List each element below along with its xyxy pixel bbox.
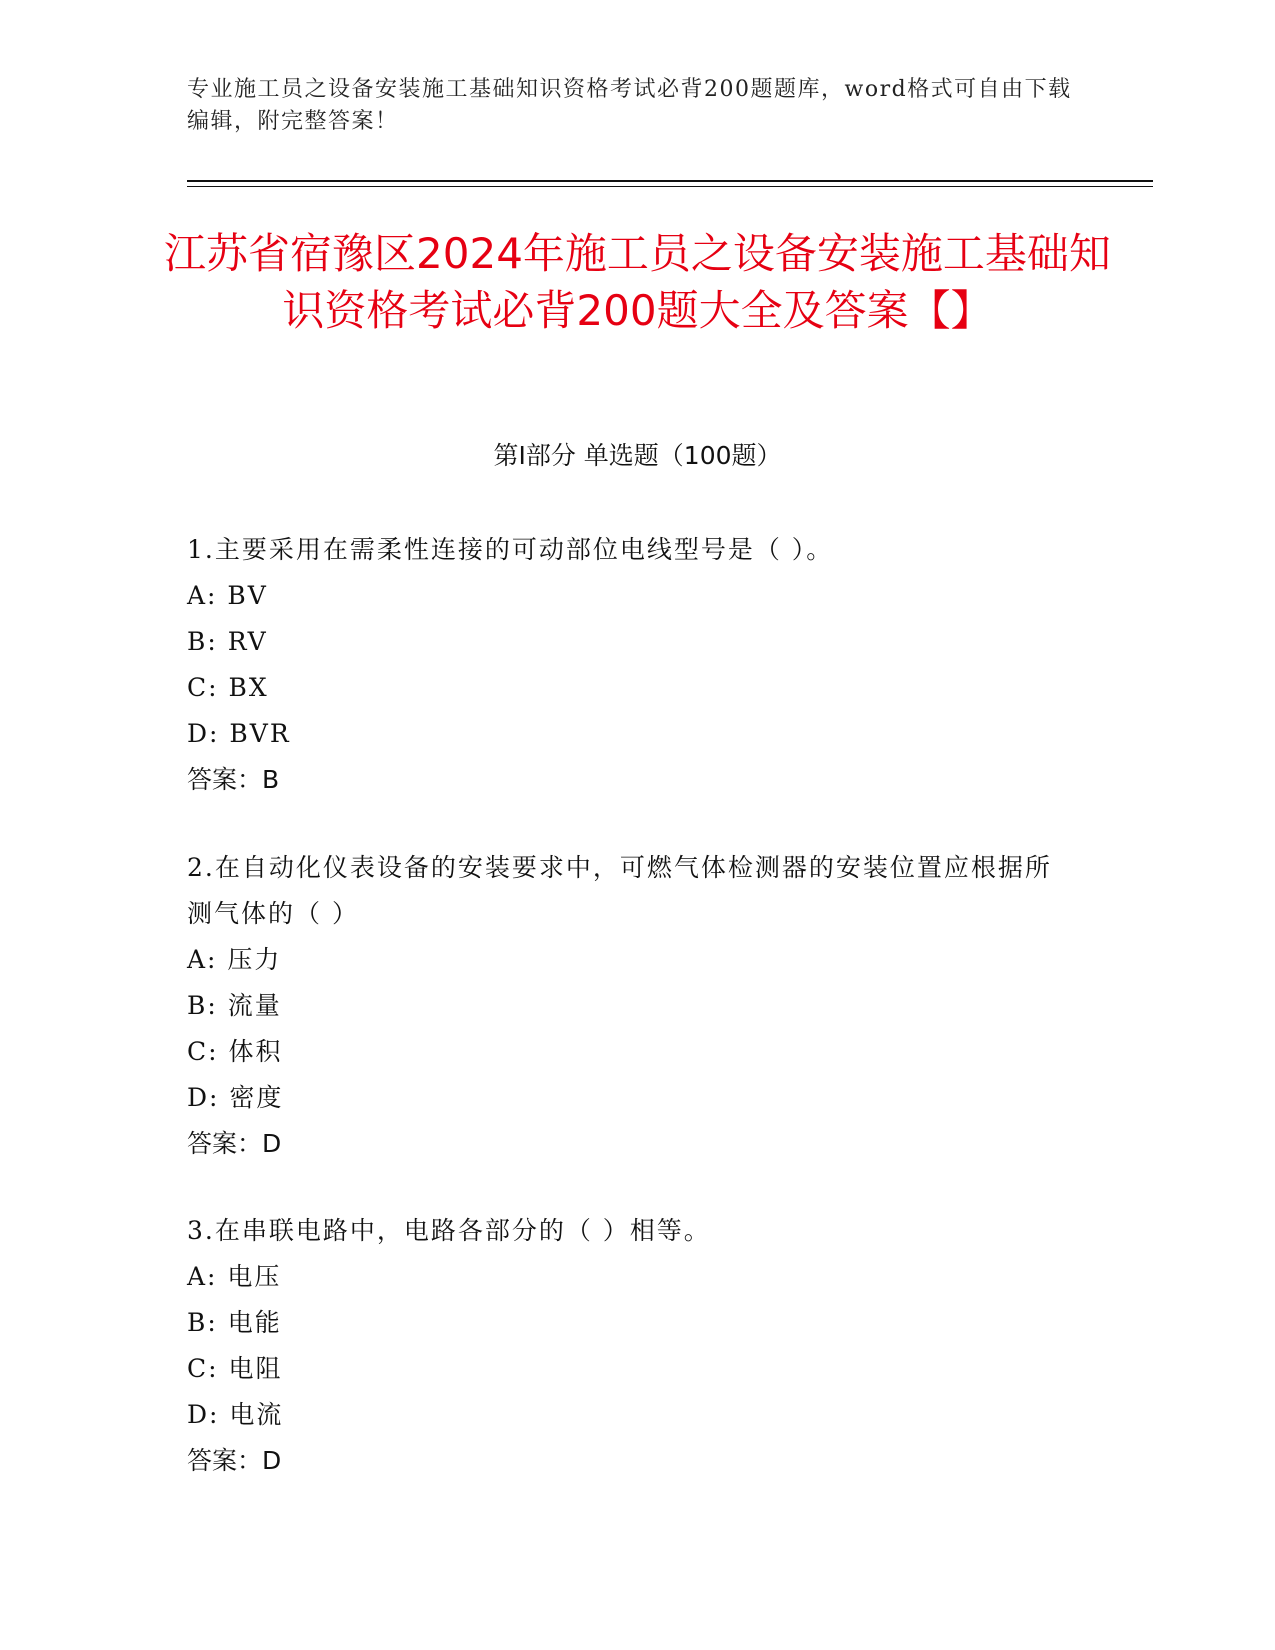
header-divider-thick <box>187 180 1153 182</box>
option-b: B: 电能 <box>187 1308 282 1337</box>
option-a: A: 电压 <box>187 1262 282 1291</box>
question-1 <box>187 527 1067 803</box>
header-divider-thin <box>187 186 1153 187</box>
option-d: D: 密度 <box>187 1083 284 1112</box>
option-b: B: 流量 <box>187 991 282 1020</box>
option-c: C: 电阻 <box>187 1354 283 1383</box>
option-a: A: BV <box>187 581 268 610</box>
question-stem: 2.在自动化仪表设备的安装要求中，可燃气体检测器的安装位置应根据所测气体的（ ） <box>187 853 1052 928</box>
header-note: 专业施工员之设备安装施工基础知识资格考试必背200题题库，word格式可自由下载编辑，附完整答案！ <box>187 77 1072 134</box>
section-heading: 第I部分 单选题（100题） <box>493 441 782 470</box>
option-d: D: BVR <box>187 719 291 748</box>
option-a: A: 压力 <box>187 945 282 974</box>
answer-line: 答案：D <box>187 1446 282 1475</box>
question-3 <box>187 1208 1067 1484</box>
option-c: C: 体积 <box>187 1037 283 1066</box>
option-b: B: RV <box>187 627 268 656</box>
question-stem: 3.在串联电路中，电路各部分的（ ）相等。 <box>187 1216 711 1245</box>
question-stem: 1.主要采用在需柔性连接的可动部位电线型号是（ ）。 <box>187 535 834 564</box>
answer-line: 答案：B <box>187 765 280 794</box>
question-2 <box>187 845 1067 1167</box>
document-title: 江苏省宿豫区2024年施工员之设备安装施工基础知识资格考试必背200题大全及答案【】 <box>164 229 1111 335</box>
option-c: C: BX <box>187 673 269 702</box>
answer-line: 答案：D <box>187 1129 282 1158</box>
option-d: D: 电流 <box>187 1400 284 1429</box>
